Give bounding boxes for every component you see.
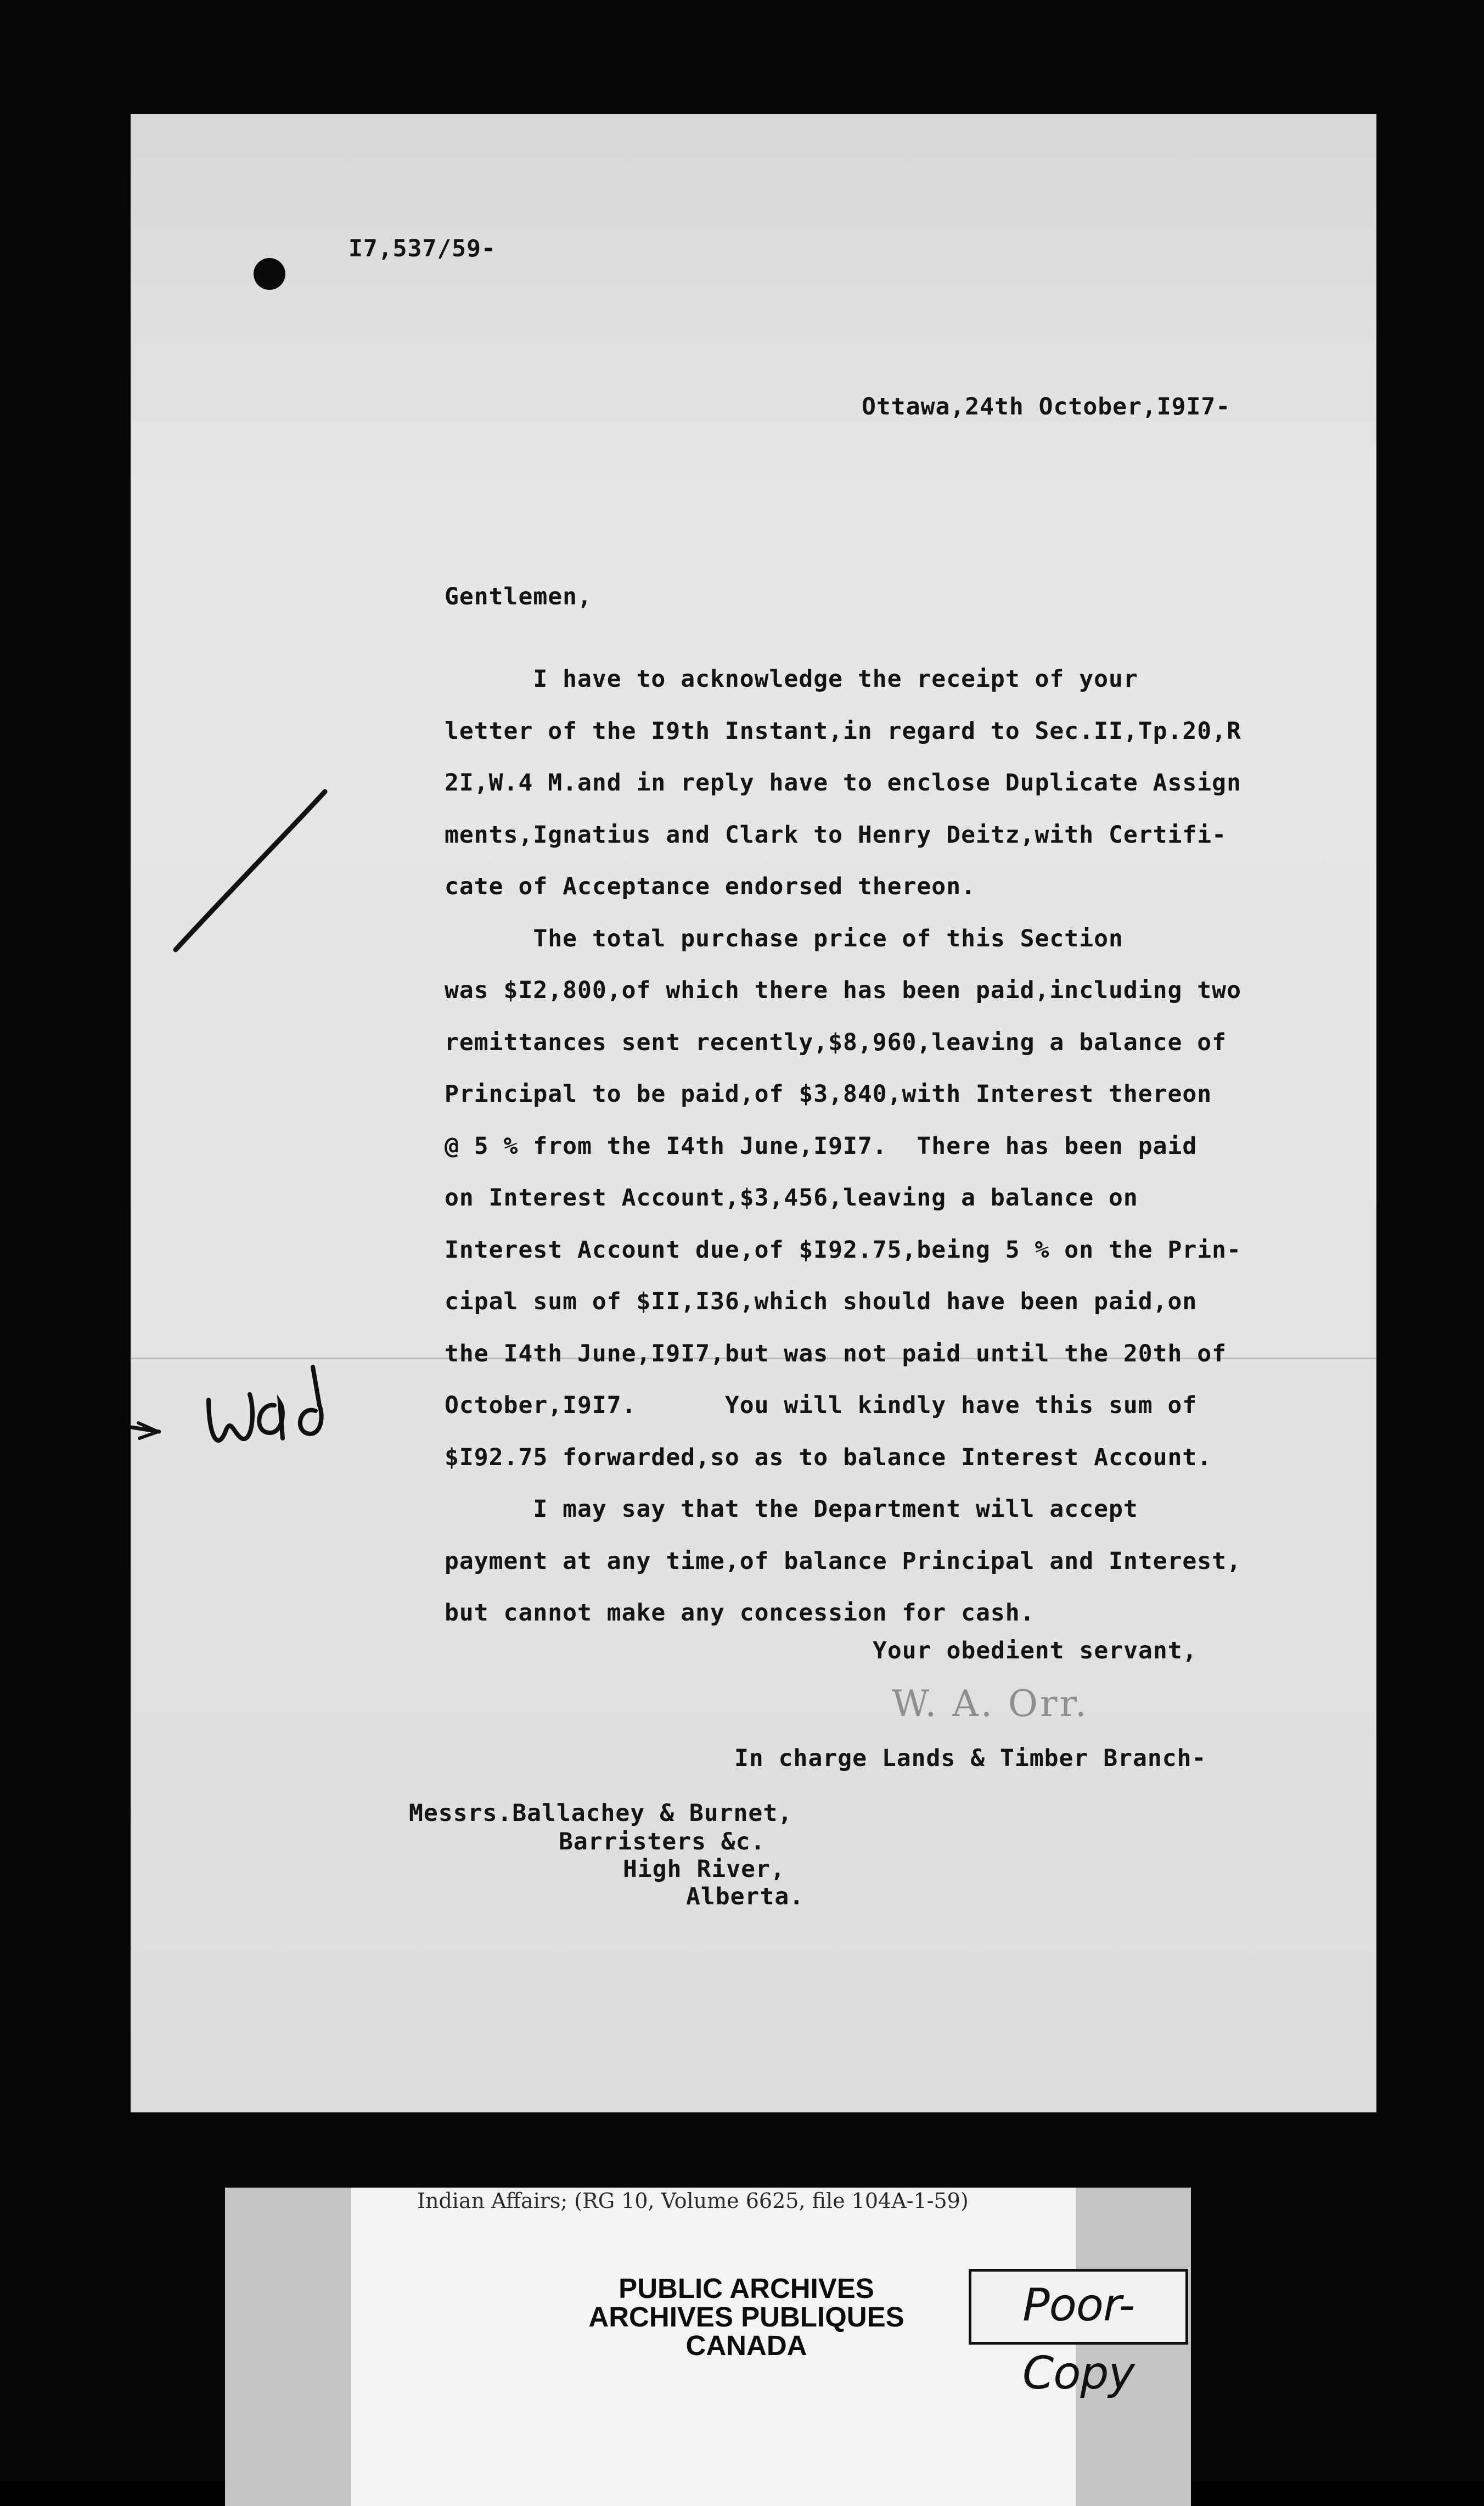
body-line: cipal sum of $II,I36,which should have been paid,on [445,1288,1198,1315]
punch-hole [254,258,285,290]
addressee-line: Barristers &c. [559,1828,766,1855]
archives-line: ARCHIVES PUBLIQUES [588,2301,904,2333]
body-line: Principal to be paid,of $3,840,with Interest thereon [445,1080,1212,1108]
addressee-line: Messrs.Ballachey & Burnet, [409,1799,793,1827]
body-line: payment at any time,of balance Principal and Interest, [445,1547,1241,1575]
body-line: cate of Acceptance endorsed thereon. [445,873,976,900]
salutation: Gentlemen, [445,583,592,610]
archives-heading [549,2274,944,2360]
archive-reference: Indian Affairs; (RG 10, Volume 6625, file 104A-1-59) [417,2189,969,2213]
body-line: October,I9I7. You will kindly have this sum of [445,1392,1198,1419]
archive-label-strip [225,2188,1191,2506]
signature-title: In charge Lands & Timber Branch- [734,1745,1207,1772]
archives-line: PUBLIC ARCHIVES [619,2273,874,2304]
dateline: Ottawa,24th October,I9I7- [862,393,1231,421]
letter-body [445,653,1241,1639]
body-line: Interest Account due,of $I92.75,being 5 % on the Prin- [445,1236,1241,1264]
file-number: I7,537/59- [348,235,496,262]
addressee-line: Alberta. [686,1883,805,1910]
body-line: I may say that the Department will accept [445,1495,1138,1523]
handwritten-initials [126,1350,346,1471]
stamped-signature: W. A. Orr. [892,1683,1089,1725]
body-line: the I4th June,I9I7,but was not paid until the 20th of [445,1339,1227,1367]
body-line: $I92.75 forwarded,so as to balance Interest Account. [445,1443,1212,1471]
film-holder-left [225,2188,351,2506]
body-line: was $I2,800,of which there has been paid,including two [445,977,1241,1004]
body-line: ments,Ignatius and Clark to Henry Deitz,with Certifi- [445,821,1227,849]
archives-line: CANADA [685,2330,807,2361]
body-line: letter of the I9th Instant,in regard to Sec.II,Tp.20,R [445,717,1241,745]
body-line: I have to acknowledge the receipt of your [445,665,1138,693]
body-line: The total purchase price of this Section [445,924,1123,952]
body-line: on Interest Account,$3,456,leaving a balance on [445,1184,1138,1212]
margin-slash-mark [165,785,340,961]
addressee-line: High River, [623,1855,785,1883]
closing: Your obedient servant, [873,1637,1198,1664]
body-line: remittances sent recently,$8,960,leaving a balance of [445,1028,1227,1056]
body-line: but cannot make any concession for cash. [445,1599,1035,1627]
poor-copy-stamp: Poor-Copy [969,2269,1188,2345]
body-line: 2I,W.4 M.and in reply have to enclose Duplicate Assign [445,769,1241,797]
body-line: @ 5 % from the I4th June,I9I7. There has been paid [445,1132,1198,1160]
